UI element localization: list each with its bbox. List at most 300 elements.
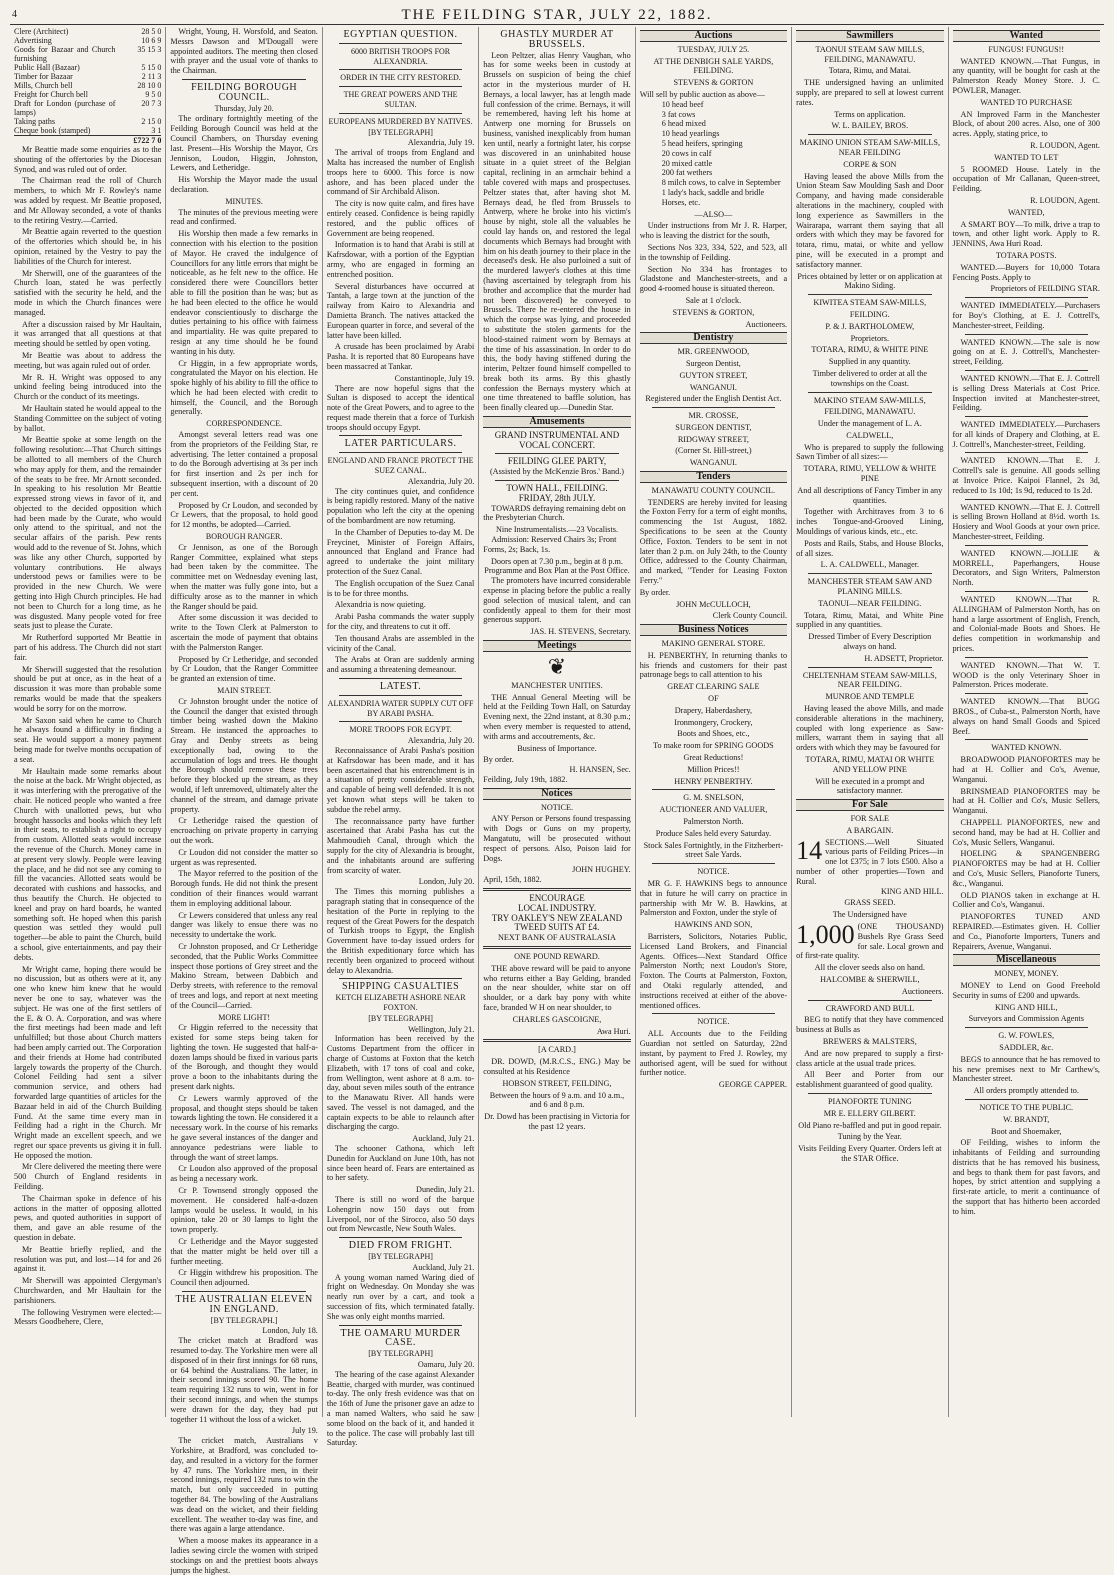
wanted-2-sign: R. LOUDON, Agent. [1030,140,1100,150]
divider [652,1013,775,1014]
paragraph: Cr Johnston proposed, and Cr Letheridge seconded, that the Public Works Committee inspect those portions of Grey street and the Makino Stream, between Dabbich and Derby streets, with reference to the removal of trees and logs, and report at next meeting of the Council—Carried. [170,941,318,1010]
divider [965,416,1088,417]
wanted-notice: WANTED KNOWN.—The sale is now going on at E. J. Cottrell's, Manchester-street, Feilding. [952,337,1100,367]
divider [495,480,618,481]
reward-head: ONE POUND REWARD. [514,951,600,961]
mu-date: Feilding, July 19th, 1882. [483,774,568,784]
paragraph: The following Vestrymen were elected:—Messrs Goodbehere, Clere, [14,1307,162,1327]
store-sign: HENRY PENBERTHY. [674,776,753,786]
paragraph: When a moose makes its appearance in a ladies sewing circle the women with striped stockings on and the prettiest boots always jumps the highest. [170,1536,318,1575]
divider [965,1099,1088,1100]
dentistry-bar: Dentistry [640,332,787,344]
paragraph: Proposed by Cr Letheridge, and seconded by Cr Loudon, that the Ranger Committee be granted an extension of time. [170,654,318,684]
ledger-row [14,27,161,36]
telegraph-tag: [BY TELEGRAPH] [368,1252,433,1262]
paragraph: Information is to hand that Arabi is still at Kafrsdowar, with a portion of the Egyptian army, who are engaged in forming an entrenched position. [326,240,475,279]
auction-time: Sale at 1 o'clock. [685,295,742,305]
saddler-text: BEGS to announce that he has removed to his new premises next to Mr Carthew's, Manchester street. [952,1054,1100,1084]
piano-notice: BROADWOOD PIANOFORTES may be had at H. Collier and Co's, Avenue, Wanganui. [952,755,1100,784]
paragraph: The hearing of the case against Alexander Beattie, charged with murder, was continued to-day. The only fresh evidence was that on the 16th of June the prisoner gave an adze to a man named Walters, who said he saw some blood on the back of it, and handed it to the police. The case will probably last till Saturday. [326,1369,475,1448]
capper-notice-text: ALL Accounts due to the Feilding Guardian not settled on Saturday, 22nd instant, by payment to Fred J. Rowley, my authorised agent, will be sued for without further notice. [639,1029,788,1078]
paragraph: Arabi Pasha commands the water supply for the city, and threatens to cut it off. [326,612,475,632]
sale-head: FOR SALE [850,813,890,823]
paragraph: Mr Haultain stated he would appeal to the Standing Committee on the subject of voting by ballot. [14,403,162,433]
divider [965,297,1088,298]
makino-steam-mgmt: Under the management of L. A. [817,419,922,429]
ledger-amount: 5 15 0 [141,63,162,72]
paragraph: Mr Sherwill suggested that the resolution should be put at once, as in the heat of a discussion it was more than probable some remarks would be made that the speakers would be sorry for on the morrow. [14,664,162,713]
mu-text: THE Annual General Meeting will be held at the Feilding Town Hall, on Saturday Evening next, the 22nd instant, at 8.30 p.m.; when every member is requested to attend, with arms and accoutrements, &c. [483,692,631,741]
tender-text: TENDERS are hereby invited for leasing the Foxton Ferry for a term of eight months, commencing the 1st August, 1882. Specifications to be seen at the County Office, Foxton. Tenders to be sent in not later than 2 p.m. on July 24th, to the County Office, addressed to the County Chairman, and marked, "Tender for Leasing Foxton Ferry." [639,497,788,586]
concert-date: FRIDAY, 28th JULY. [518,492,596,503]
subheading: ENGLAND AND FRANCE PROTECT THE SUEZ CANAL. [327,456,474,476]
encourage-ad [483,894,630,943]
grass-role: Auctioneers. [901,986,944,996]
council-paras-6 [170,1023,317,1288]
wanted-4-head: WANTED, [1007,207,1045,217]
makino-steam-arch: Together with Architraves from 3 to 6 inches Tongue-and-Grooved Lining, Mouldings of various kinds, etc., etc. [796,507,944,537]
paragraph: The schooner Cathona, which left Dunedin for Auckland on June 10th, has not since been heard of. Fears are entertained as to her safety. [326,1144,475,1183]
brewers-more: And are now prepared to supply a first-class article at the usual trade prices. [796,1048,944,1068]
auctions-bar: Auctions [640,30,787,42]
ledger-amount: 9 5 0 [145,90,162,99]
makino-steam-sign: L. A. CALDWELL, Manager. [820,560,920,570]
piano-notice: HOELING & SPANGENBERG PIANOFORTES may be had at H. Collier and Co's, Music Sellers, Pianoforte Tuners, &c., Wanganui. [952,849,1100,888]
vestry-meeting-report [14,145,161,1327]
dentist-2-corner: (Corner St. Hill-street,) [675,446,752,456]
card-note: Dr. Dowd has been practising in Victoria for the past 12 years. [484,1112,630,1131]
saddler-trade: SADDLER, &c. [999,1042,1054,1052]
sale-text: SECTIONS.—Well Situated various parts of Feilding Prices—in one lot £375; in 7 lots £500. Also a number of other properties—Town and Rural. [796,837,944,886]
column-3 [323,27,479,1448]
ledger-row [14,117,161,126]
column-7 [949,27,1104,1417]
store-sale: GREAT CLEARING SALE [667,682,760,692]
encourage-line-1: ENCOURAGE [529,892,585,903]
piano-notice: CHAPPELL PIANOFORTES, new and second hand, may be had at H. Collier and Co's, Music Sellers, Wanganui. [952,817,1100,847]
council-paras-1 [170,114,317,194]
concert-text: TOWARDS defraying remaining debt on the Presbyterian Church. [483,503,626,523]
divider [965,499,1088,500]
divider [965,1027,1088,1028]
auction-role: Auctioneers. [745,319,788,329]
paragraph: The minutes of the previous meeting were read and confirmed. [170,207,318,227]
makino-steam-posts: Posts and Rails, Stabs, and House Blocks, of all sizes. [796,538,944,558]
grass-sign: HALCOMBE & SHERWILL, [820,974,920,984]
wanted-notice: WANTED KNOWN.—JOLLIE & MORRELL, Paperhangers, House Decorators, and Sign Writers, Palmerston North. [952,548,1100,588]
dateline: Alexandria, July 20. [407,736,475,746]
card-text: DR. DOWD, (M.R.C.S., ENG.) May be consulted at his Residence [483,1057,631,1076]
wanted-notice: WANTED KNOWN.—That W. T. WOOD is the only Veterinary Shoer in Palmerston. Prices moderate. [952,660,1100,690]
cheltenham-woods: TOTARA, RIMU, MATAI OR WHITE AND YELLOW PINE [805,755,935,774]
divider [808,1093,931,1094]
divider [339,721,462,722]
kiwitea-name: KIWITEA STEAM SAW-MILLS, [813,298,927,308]
ledger-amount: 28 5 0 [141,27,162,36]
cheltenham-text: Having leased the above Mills, and made considerable alterations in the machinery, coupled with long experience as Saw-millers, warrant them in saying that all orders with which they may be favoured for [796,704,944,753]
paragraph: In the Chamber of Deputies to-day M. De Freycinet, Minister of Foreign Affairs, announced that England and France had agreed to undertake the joint military protection of the Suez Canal. [326,527,475,577]
paragraph: Mr Beattie made some enquiries as to the shouting of the offertories by the Diocesan Synod, and was ruled out of order. [14,145,162,174]
hawkins-notice-text: MR G. F. HAWKINS begs to announce that in future he will carry on practice in partnership with Mr W. B. Hawkins, at Palmerston and Foxton, under the style of [639,878,788,918]
divider [483,888,630,891]
auction-item: 10 head yearlings [661,129,720,139]
subheading: EUROPEANS MURDERED BY NATIVES. [328,116,473,126]
makino-union-text: Having leased the above Mills from the Union Steam Saw Moulding Sash and Door Company, and having made considerable alterations in the machinery, coupled with long experience as Sawmillers in the Wairarapa, warrant them saying that all orders with which they may be favored for totara, rimu, matai, or white and yellow pine, will be executed in a prompt and satisfactory manner. [796,171,944,269]
mu-sign: H. HANSEN, Sec. [569,765,631,775]
brussels-paras [483,51,630,413]
paragraph: The Mayor referred to the position of the Borough funds. He did not think the present condition of their finances would warrant them in employing additional labour. [170,869,318,908]
paragraph: The Times this morning publishes a paragraph stating that in consequence of the hesitation of the Porte in replying to the request of the Great Powers for the despatch of Turkish troops to Egypt, the English Government have to-day issued orders for the British expeditionary force which has recently been organized to proceed without delay to Alexandria. [326,887,475,975]
divider [965,370,1088,371]
snelson-name: G. M. SNELSON, [683,793,744,803]
paragraph: Cr Lewers warmly approved of the proposal, and thought steps should be taken towards lighting the town. He considered it a necessary work. In the course of his remarks he gave several instances of the danger and annoyance pedestrians were liable to through the want of street lamps. [170,1093,318,1162]
dateline: London, July 20. [418,877,475,887]
paragraph: His Worship then made a few remarks in connection with his election to the position of Mayor. He craved the indulgence of Councillors for any little errors that might be noticeable, as he felt new to the office. He considered there were Councillors better able to fill the position than he was; but as he had been elected to the office he would endeavor conscientiously to discharge the duties pertaining to his office with fairness and impartiality. He was quite prepared to resign at any time should he be found wanting in his duty. [170,229,318,356]
taonui-text: THE undersigned having an unlimited supply, are prepared to sell at lowest current rates. [796,78,944,107]
ledger-row [14,72,161,81]
shipping-heading: SHIPPING CASUALTIES [341,981,460,993]
wanted-4-text: A SMART BOY—To milk, drive a trap to town, and other light work. Apply to R. JENNINS, Awa Huri Road. [952,219,1100,249]
money-head: MONEY, MONEY. [994,969,1059,979]
divider [339,678,462,679]
divider [965,693,1088,694]
paragraph: Mr Beattie briefly replied, and the resolution was put, and lost—14 for and 26 against it. [14,1244,162,1274]
divider [652,407,775,408]
mu-order: By order. [483,755,514,765]
makino-steam-fancy: And all descriptions of Fancy Timber in any quantities. [797,485,943,505]
auction-item: 6 head mixed [661,119,706,129]
card-head: [A CARD.] [538,1045,576,1055]
ledger-row [14,99,161,117]
paragraph: Cr P. Townsend strongly opposed the movement. He considered half-a-dozen lamps would be useless. It would, in his opinion, take 20 or 30 lamps to light the town properly. [170,1186,318,1235]
paragraph: The English occupation of the Suez Canal is to be for three months. [326,578,475,598]
piano-year: Tuning by the Year. [837,1132,902,1142]
auction-item: 3 fat cows [661,109,696,119]
divider [808,134,931,135]
paragraph: Mr Rutherford supported Mr Beattie in part of his address. The Church did not start fair. [14,633,162,662]
tender-sign: JOHN McCULLOCH, [676,599,751,609]
telegraph-tag: [BY TELEGRAPH] [368,127,433,137]
snelson-stock: Stock Sales Fortnightly, in the Fitzherbert-street Sale Yards. [643,840,784,860]
makino-steam-woods: TOTARA, RIMU, YELLOW & WHITE PINE [803,464,937,484]
reward-sign-1: CHARLES GASCOIGNE, [512,1014,602,1024]
subheading: ALEXANDRIA WATER SUPPLY CUT OFF BY ARABI PASHA. [327,698,474,718]
dateline: Constantinople, July 19. [394,373,475,383]
divider [182,1291,305,1292]
borough-council-date: Thursday, July 20. [214,103,274,113]
brandt-text: OF Feilding, wishes to inform the inhabitants of Feilding and surrounding districts that he has removed his business, and begs to thank them for past favors, and hopes, by strict attention and supplying a first-rate article, to merit a continuance of the support that has hitherto been accorded to him. [952,1138,1100,1216]
column-1 [10,27,166,1417]
makino-steam-town: FEILDING, MANAWATU. [824,407,916,417]
ledger-row [14,126,161,136]
concert-ad [483,431,630,637]
auction-intro: Will sell by public auction as above— [639,89,765,99]
paragraph: Mr Beattie was about to address the meeting, but was again ruled out of order. [14,350,162,370]
meetings-bar: Meetings [483,640,630,652]
mu-business: Business of Importance. [517,743,597,753]
cheltenham-exec: Will be executed in a prompt and satisfactory manner. [815,776,925,796]
wanted-known-head: WANTED KNOWN. [991,743,1062,753]
grass-block [796,919,944,961]
concert-admission: Admission: Reserved Chairs 3s; Front Forms, 2s; Back, 1s. [483,535,617,554]
wanted-notice: WANTED IMMEDIATELY.—Purchasers for Boy's Clothing, at E. J. Cottrell's, Manchester-street, Feilding. [952,301,1100,330]
wanted-notice: WANTED KNOWN.—That BUGG BROS., of Cuba-st., Palmerston North, have always on hand Small Goods and Spiced Beef. [952,697,1100,736]
cheltenham-firm: MUNROE AND TEMPLE [825,692,915,702]
egypt-paras-5 [327,887,474,975]
ledger-label: Taking paths [14,117,55,126]
hawkins-rest: Barristers, Solicitors, Notaries Public, Licensed Land Brokers, and Financial Agents. Offices—Next Standard Office Palmerston North; next Loudon's Store, Foxton. The Courts at Palmerston, Foxton, and Otaki regularly attended, and instructions received at either of the above-mentioned offices. [639,931,788,1010]
paragraph: There are now hopeful signs that the Sultan is disposed to accept the identical note of the Great Powers, and to agree to the request made therein that a force of Turkish troops should occupy Egypt. [326,383,475,432]
column-4 [479,27,635,1417]
divider [339,978,462,979]
subheading: 6000 BRITISH TROOPS FOR ALEXANDRIA. [350,46,451,66]
wanted-5-head: TOTARA POSTS. [995,250,1057,260]
divider [965,739,1088,740]
paragraph: Mr Clere delivered the meeting there were 500 Church of England residents in Feilding. [14,1162,162,1192]
sale-sign: KING AND HILL. [880,886,944,896]
wanted-5-sign: Proprietors of FEILDING STAR. [990,284,1100,294]
divider [965,591,1088,592]
store-prices: Million Prices!! [687,764,740,774]
divider [652,789,775,790]
paragraph: Cr Lewers considered that unless any real danger was likely to ensue there was no necessity to undertake the work. [170,910,318,940]
concert-note: The promoters have incurred considerable expense in placing before the public a really good selection of musical talent, and can confidently appeal to them for their most generous support. [483,576,631,625]
paragraph: Mr Sherwill, one of the guarantees of the Church loan, stated he was perfectly satisfied with the security he held, and the mode in which the Church finances were managed. [14,268,162,317]
paragraph: The Chairman spoke in defence of his actions in the matter of opposing allotted pews, and quoted authorities in support of them, and gave an able resume of the question in debate. [14,1193,162,1243]
ledger-total-row [14,136,161,146]
ledger-amount: 35 15 3 [137,45,162,54]
column-5 [636,27,792,1417]
divider [965,452,1088,453]
auction-item: Horses, etc. [661,197,701,207]
paragraph: The cricket match at Bradford was resumed to-day. The Yorkshire men were all disposed of in their first innings for 68 runs, or 64 behind the Australians. The latter, in their second innings scored 90. The home team requiring 132 runs to win, went in for their second innings, and when the stumps were drawn for the day, they had put together 11 without the loss of a wicket. [170,1336,318,1424]
manchester-mill-name: MANCHESTER STEAM SAW AND PLANING MILLS. [807,577,932,597]
paragraph: There is still no word of the barque Lohengrin now 150 days out from Liverpool, nor of the Sirocco, also 50 days out from Newcastle, New South Wales. [326,1195,475,1234]
piano-notice: OLD PIANOS taken in exchange at H. Collier and Co's, Wanganui. [952,890,1100,910]
egypt-paras-3 [327,487,474,675]
manchester-mill-text: Totara, Rimu, Matai, and White Pine supplied in any quantities. [796,610,944,630]
auction-also-text: Under instructions from Mr J. R. Harper, who is leaving the district for the south, [639,221,788,241]
telegraph-tag: [BY TELEGRAPH] [368,1349,433,1359]
auction-item: 20 cows in calf [661,148,712,158]
store-of: OF [708,694,719,704]
paragraph: Mr R. H. Wright was opposed to any unkind feeling being introduced into the Church or the conduct of its meetings. [14,372,162,402]
manchester-mill-dressed: Dressed Timber of Every Description always on hand. [808,632,932,652]
council-paras-2 [170,208,317,418]
taonui-terms: Terms on application. [834,109,906,119]
taonui-woods: Totara, Rimu, and Matai. [828,66,911,76]
grass-also: All the clover seeds also on hand. [814,963,925,973]
divider [339,43,462,44]
concert-items: Nine Instrumentalists.—23 Vocalists. [495,525,618,535]
paragraph: Mr Beattie again reverted to the question of the offertories which should be, in his opinion, retained by the Vestry to pay the liabilities of the Church for interest. [14,227,162,266]
dateline: Alexandria, July 20. [407,476,475,486]
paragraph: After a discussion raised by Mr Haultain, it was arranged that all questions at that meeting should be settled by open voting. [14,319,162,349]
divider [339,452,462,453]
capper-sign: GEORGE CAPPER. [718,1080,788,1090]
crest-icon: ❦ [547,653,567,679]
divider [652,863,775,864]
auction-items-list [640,100,787,208]
brewers-note: All Beer and Porter from our establishment guaranteed of good quality. [796,1070,944,1090]
concert-assist: (Assisted by the McKenzie Bros.' Band.) [489,467,624,477]
dateline: Wellington, July 21. [408,1024,475,1034]
paragraph: Leon Peltzer, alias Henry Vaughan, who has for some weeks been in custody at Brussels on suspicion of being the chief actor in the mysterious murder of H. Bernays, a local lawyer, has at length made full confession of the crime. Bernays, it will be remembered, having left his home at Antwerp one morning for Brussels on business, vanished inexplicably from human ken until, nearly a fortnight later, his corpse was discovered in an uninhabited house situate in a quiet street of the Belgian capital, reclining in an armchair behind a table covered with maps and prospectuses. Peltzer states that, after having shot M. Bernays dead, he fled from Brussels to Antwerp, where he broke into his victim's house by night, stole all the valuables he could lay hands on, and restored the legal documents which Bernays had brought with him on his death journey to their place in the deceased's desk. He also purloined a suit of the murdered lawyer's clothes at this time (having ascertained by telegraph from his brother and accomplice that the murder had not been discovered) he conveyed to Brussels. There he re-entered the house in which the corpse was lying, and proceeded to substitute the stolen garments for the blood-stained raiment worn by Bernays at the time of his assassination. In order to do this, the body having stiffened during the interim, Peltzer found himself compelled to break both its arms. By this ghastly confession the Bernays mystery which at one time threatened to baffle solution, has been finally cleared up.—Dunedin Star. [483,50,631,413]
dentist-1-street: GUYTON STREET, [679,370,748,380]
concert-hall: TOWN HALL, FEILDING. [506,483,608,494]
ledger-label: Clere (Architect) [14,27,69,36]
dateline: London, July 18. [262,1326,318,1336]
ledger-label: Advertising [14,36,52,45]
paragraph: Cr Higgin referred to the necessity that existed for some steps being taken for lighting the town. He suggested that half-a-dozen lamps should be fixed in various parts of the Borough, and thought they would prove a boon to the inhabitants during the present dark nights. [170,1023,318,1092]
ledger-row [14,45,161,63]
kiwitea-supply: Supplied in any quantity. [828,357,911,367]
brewers-role: BREWERS & MALSTERS, [822,1036,917,1046]
auction-item: 8 milch cows, to calve in September [661,178,781,188]
hawkins-notice-head: NOTICE. [697,867,730,877]
tenders-bar: Tenders [640,471,787,483]
card-address: HOBSON STREET, FEILDING, [502,1078,612,1088]
auction-place: AT THE DENBIGH SALE YARDS, FEILDING. [653,56,774,76]
paragraph: Several disturbances have occurred at Tantah, a large town at the junction of the railway from Kairo to Alexandria and Damietta Branch. The natives attacked the European quarter in force, and several of the latter have been killed. [326,281,475,340]
piano-visit: Visits Feilding Every Quarter. Orders left at the STAR Office. [798,1144,942,1163]
miscellaneous-bar: Miscellaneous [953,954,1100,966]
paragraph: Cr Jennison, as one of the Borough Ranger Committee, explained what steps had been taken by the committee. The committee met on Wednesday evening last, when the matter was fully gone into, but a difficulty arose as to the manner in which the Ranger should be paid. [170,542,318,611]
auction-item: 10 head beef [661,99,704,109]
subheading: THE GREAT POWERS AND THE SULTAN. [343,90,458,109]
paragraph: The cricket match, Australians v Yorkshire, at Bradford, was concluded to-day, and resulted in a victory for the former by 47 runs. The Yorkshire men, in their second innings, required 132 runs to win the match, but only succeeded in putting together 84. The bowling of the Australians was dead on the wicket, and their fielding excellent. The weather to-day was fine, and there was again a large attendance. [170,1436,318,1534]
auction-date: TUESDAY, JULY 25. [677,44,750,54]
taonui-sign: W. L. BAILEY, BROS. [831,121,909,131]
divider [808,667,931,668]
council-paras-4 [170,543,317,684]
paragraph: The city continues quiet, and confidence is being rapidly restored. Many of the native population who left the city at the opening of the bombardment are now returning. [326,486,475,526]
public-notice-head: NOTICE TO THE PUBLIC. [979,1102,1074,1112]
dentist-1-reg: Registered under the English Dentist Act. [645,394,782,404]
ledger-row [14,81,161,90]
later-particulars-heading: LATER PARTICULARS. [344,438,457,450]
store-text: H. PENBERTHY, In returning thanks to his friends and customers for their past patronage begs to call attention to his [639,650,788,680]
ledger-amount: 10 6 9 [141,36,162,45]
borough-council-heading: FEILDING BOROUGH COUNCIL. [191,81,298,103]
notice-sign: JOHN HUGHEY. [572,865,631,875]
page-number: 4 [12,9,19,20]
latest-heading: LATEST. [379,681,422,693]
dateline: Oamaru, July 20. [417,1360,475,1370]
oakley-line-2: TWEED SUITS AT £4. [514,922,600,933]
paragraph: Cr Higgin, in a few appropriate words, congratulated the Mayor on his election. He spoke highly of his ability to fill the office to which he had been elected with credit to himself, the Council, and the Borough generally. [170,358,318,417]
ledger-row [14,36,161,45]
bank-line: NEXT BANK OF AUSTRALASIA [498,933,616,943]
oakley-line-1: TRY OAKLEY'S NEW ZEALAND [491,912,623,923]
subheading: ORDER IN THE CITY RESTORED. [340,73,461,83]
tender-order: By order. [639,587,671,597]
kiwitea-role: Proprietors. [850,333,890,343]
paragraph: The ordinary fortnightly meeting of the Feilding Borough Council was held at the Council Chambers, on Thursday evening last. Present—His Worship the Mayor, Crs Jennison, Loudon, Higgin, Johnston, Lewers, and Letheridge. [170,114,318,173]
store-room: To make room for SPRING GOODS [653,741,774,751]
paragraph: Ten thousand Arabs are assembled in the vicinity of the Canal. [326,633,475,653]
store-goods-2: Ironmongery, Crockery, [674,717,753,727]
concert-doors: Doors open at 7.30 p.m., begin at 8 p.m. [491,556,623,566]
notice-head: NOTICE. [540,802,573,812]
wanted-notice: WANTED KNOWN.—That E. J. Cottrell's sale is genuine. All goods selling at Invoice Price. Kaipoi Flannel, 2s 3d, reduced to 1s 10d; 1s 9d, reduced to 1s 2d. [952,456,1100,495]
oamaru-paras [327,1370,474,1448]
auction-item: 20 mixed cattle [661,158,713,168]
paragraph: Amongst several letters read was one from the proprietors of the Feilding Star, re advertising. The letter contained a proposal to do the Borough advertising at 3s per inch for first insertion and 2s per inch for subsequent insertion, with a discount of 20 per cent. [170,430,318,498]
masthead [10,6,1104,25]
paragraph: Cr Johnston brought under the notice of the Council the danger that existed through timber being washed down the Makino Stream. He instanced the approaches to Gray and Denby streets as being exceptionally bad, owing to the accumulation of logs and trees. He thought the Borough should remove these trees before they blocked up the stream, as they would, if left unremoved, ultimately alter the channel of the stream, and damage private property. [170,696,318,814]
brandt-name: W. BRANDT, [1003,1114,1050,1124]
ledger-label: Freight for Church bell [14,90,88,99]
wanted-notice: WANTED KNOWN.—That E. J. Cottrell is selling Dress Materials at Cost Price. Inspection invited at Manchester-street, Feilding. [952,373,1100,413]
ledger-amount: 28 10 0 [137,81,162,90]
wanted-1-text: WANTED KNOWN.—That Fungus, in any quantity, will be bought for cash at the Palmerston Ready Money Store. J. C. POWLER, Manager. [952,56,1100,95]
paragraph: Mr Haultain made some remarks about the noise at the back. Mr Wright objected, as it was interfering with the prerogative of the chair. He noticed people who wanted a free Church with unallotted pews, but who brought hassocks and books which they left in their seats, to establish a right to occupy from custom. Allotted seats would increase the revenue of the Church. Money came in at present very slowly. People were leaving the place, and he did not see any coming to fill the vacancies. Allotted seats would be decorated with cushions and hassocks, and thus beautify the Church. He objected to kneel and pray on hard boards, he wanted something soft. He hoped when this parish question was settled they would pull together—be able to paint the Church, build a school, give entertainments, and pay their debts. [14,766,162,962]
subheading: KETCH ELIZABETH ASHORE NEAR FOXTON. [335,993,466,1012]
reward-sign-2: Awa Huri. [596,1026,631,1036]
dateline: Auckland, July 21. [412,1262,475,1272]
dentist-2-street: RIDGWAY STREET, [677,434,749,444]
brussels-heading: GHASTLY MURDER AT BRUSSELS. [500,29,614,50]
sale-bargain: A BARGAIN. [846,825,894,835]
subheading: MORE TROOPS FOR EGYPT. [349,725,452,735]
kiwitea-firm: P. & J. BARTHOLOMEW, [825,321,915,331]
paragraph: Mr Beattie spoke at some length on the following resolution:—That Church sittings be allotted to all members of the Church who may apply for them, and the remainder of the seats to be free. Mr Arnott seconded. In speaking to his resolution Mr Beattie expressed strong views in favor of it, and objected to the decided opposition which had been made by the Curate, who would only attend to the spiritual, and not the secular affairs of the parish. Pew rents would add to the revenue of St. Johns, which was like any other Church, supported by voluntary contributions. He always understood pews or families were to be provided in the new Church. We were getting into High Church principles. He had not been to Church for a long time, as he was disgusted. Many people voted for free seats just to please the Curate. [14,435,162,631]
makino-steam-manager: CALDWELL, [846,430,894,440]
wanted-notice: WANTED KNOWN.—That E. J. Cottrell is selling Brown Holland at 8½d. worth 1s. Hosiery and Wool Goods at your own price. Manchester-street, Feilding. [952,502,1100,542]
paragraph: Cr Higgin withdrew his proposition. The Council then adjourned. [170,1268,318,1288]
wanted-5-text: WANTED.—Buyers for 10,000 Totara Fencing Posts. Apply to [952,262,1100,282]
ledger-amount: 2 15 0 [141,117,162,126]
paragraph: The arrival of troops from England and Malta has increased the number of English troops here to 6000. This force is now ashore, and has been placed under the command of Sir Archibald Alison. [326,148,475,197]
dentist-2-role: SURGEON DENTIST, [675,422,752,432]
concert-sign: JAS. H. STEVENS, Secretary. [530,627,631,637]
dentist-1-name: MR. GREENWOOD, [677,347,750,357]
makino-union-prices: Prices obtained by letter or on application at Makino Siding. [797,271,943,291]
snelson-role: AUCTIONEER AND VALUER, [659,805,768,815]
grass-text: (ONE THOUSAND) Bushels Rye Grass Seed for sale. Local grown and of first-rate quality. [796,921,944,961]
notice-date: April, 15th, 1882. [483,875,542,885]
manchester-mill-sign: H. ADSETT, Proprietor. [864,653,944,663]
makino-union-name: MAKINO UNION STEAM SAW-MILLS, NEAR FEILDING [799,138,940,157]
shipping-paras-1 [327,1034,474,1132]
tender-head: MANAWATU COUNTY COUNCIL. [651,485,776,495]
shipping-paras-2 [327,1144,474,1183]
money-text: MONEY to Lend on Good Freehold Security in sums of £200 and upwards. [952,980,1100,1000]
dentist-2-name: MR. CROSSE, [688,411,739,421]
manchester-mill-place: TAONUI—NEAR FEILDING. [818,598,922,608]
paragraph: Cr Letheridge raised the question of encroaching on private property in carrying out the work. [170,816,318,845]
wanted-bar: Wanted [953,30,1100,42]
council-paras-3 [170,430,317,530]
telegraph-tag: [BY TELEGRAPH] [368,1013,433,1023]
sale-block [796,835,944,887]
grass-number: 1,000 [796,919,855,949]
paragraph: The Chairman read the roll of Church members, to which Mr F. Rowley's name was added by request. Mr Beattie proposed, and Mr Alloway seconded, a vote of thanks to the retiring Vestry.—Carried. [14,176,162,225]
divider [483,946,630,949]
paragraph: The reconnaissance party have further ascertained that Arabi Pasha has cut the Mahmoudieh Canal, through which the supply for the city of Alexandria is brought, and the inhabitants around are suffering from scarcity of water. [326,816,475,875]
ledger-label: Draft for London (purchase of lamps) [14,99,116,117]
column-2 [166,27,322,1575]
kiwitea-town: FEILDING. [849,309,890,319]
auction-section-2: Section No 334 has frontages to Gladstone and Manchester-streets, and a good 4-roomed house is situated thereon. [639,264,788,294]
for-sale-bar: For Sale [796,799,943,811]
fright-heading: DIED FROM FRIGHT. [348,1240,453,1252]
egypt-paras-4 [327,746,474,875]
wanted-2-text: AN Improved Farm in the Manchester Block, of about 200 acres. Also, one of 300 acres. Apply, stating price, to [952,109,1100,139]
auction-sections: Sections Nos 323, 334, 522, and 523, all in the township of Feilding. [639,242,788,262]
piano-text: Old Piano re-baffled and put in good repair. [798,1120,942,1130]
